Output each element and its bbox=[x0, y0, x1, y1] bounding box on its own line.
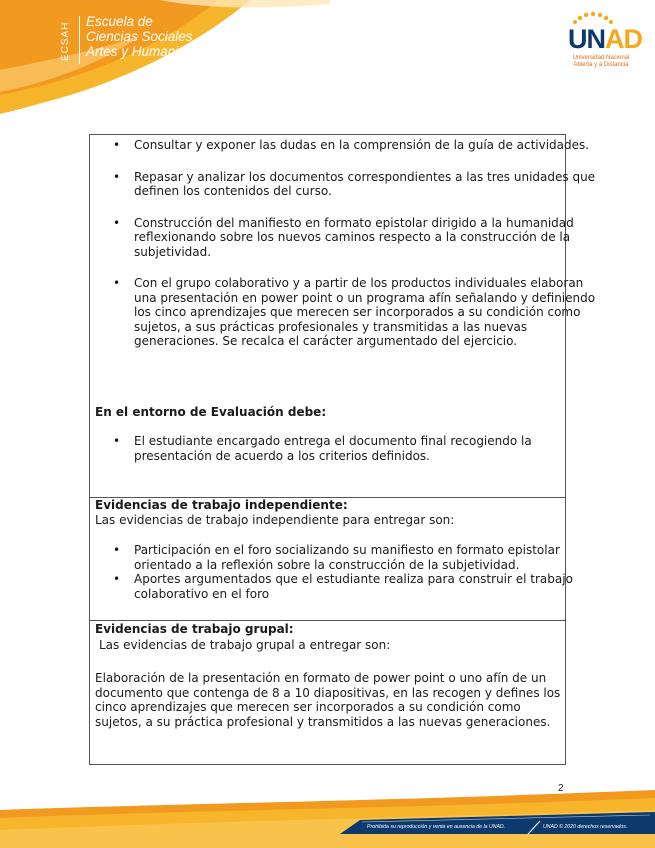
logo-wordmark bbox=[568, 24, 642, 55]
logo-sub-line-1: Universidad Nacional bbox=[572, 55, 630, 61]
list-item: • Construcción del manifiesto en formato epistolar dirigido a la humanidad reflexionando sobre los nuevos caminos respecto a la construcción de la subjetividad. bbox=[134, 216, 604, 260]
school-line-2: Ciencias Sociales bbox=[86, 29, 193, 44]
page-number: 2 bbox=[558, 783, 564, 794]
footer-copyright: UNAD © 2020 derechos reservados. bbox=[543, 824, 628, 830]
header-divider bbox=[79, 16, 80, 64]
list-item: • El estudiante encargado entrega el documento final recogiendo la presentación de acuerdo a los criterios definidos. bbox=[134, 434, 604, 463]
independent-heading: Evidencias de trabajo independiente: bbox=[95, 498, 348, 512]
list-item: • Consultar y exponer las dudas en la comprensión de la guía de actividades. bbox=[134, 138, 604, 153]
independent-list bbox=[90, 543, 604, 601]
list-item: • Repasar y analizar los documentos correspondientes a las tres unidades que definen los contenidos del curso. bbox=[134, 170, 604, 199]
activities-table bbox=[89, 134, 596, 765]
school-name bbox=[86, 14, 215, 59]
section-activities bbox=[90, 135, 596, 498]
independent-intro: Las evidencias de trabajo independiente para entregar son: bbox=[95, 513, 455, 527]
evaluation-list bbox=[90, 434, 604, 463]
evaluation-heading: En el entorno de Evaluación debe: bbox=[95, 405, 327, 419]
list-item: • Aportes argumentados que el estudiante realiza para construir el trabajo colaborativo en el foro bbox=[134, 572, 604, 601]
logo-subtitle bbox=[564, 55, 638, 69]
section-group-evidence bbox=[90, 621, 565, 764]
list-item: • Con el grupo colaborativo y a partir de los productos individuales elaboran una presentación en power point o un programa afín señalando y definiendo los cinco aprendizajes que merecen ser incorporados a su condición como sujetos, a sus prácticas profesionales y transmitidas a las nuevas generaciones. Se recalca el carácter argumentado del ejercicio. bbox=[134, 276, 604, 349]
logo-word-2: AD bbox=[605, 24, 642, 54]
footer-banner bbox=[0, 790, 655, 848]
group-intro: Las evidencias de trabajo grupal a entregar son: bbox=[99, 638, 391, 652]
footer-notice: Prohibida su reproducción y venta en ausencia de la UNAD. bbox=[367, 824, 506, 830]
acronym-label: ECSAH bbox=[60, 21, 71, 61]
school-line-1: Escuela de bbox=[86, 14, 153, 29]
list-item: • Participación en el foro socializando su manifiesto en formato epistolar orientado a la reflexión sobre la construcción de la subjetividad. bbox=[134, 543, 604, 572]
section-independent-evidence bbox=[90, 498, 573, 621]
logo-sub-line-2: Abierta y a Distancia bbox=[573, 62, 629, 68]
activities-list bbox=[90, 138, 604, 349]
school-line-3: Artes y Humanidades bbox=[86, 44, 216, 59]
logo-word-1: UN bbox=[568, 24, 605, 54]
group-heading: Evidencias de trabajo grupal: bbox=[95, 622, 294, 636]
group-paragraph: Elaboración de la presentación en formato de power point o uno afín de un documento que contenga de 8 a 10 diapositivas, en las recogen y defines los cinco aprendizajes que merecen ser incorporados a su condición como sujetos, a su práctica profesional y transmitidos a las nuevas generaciones. bbox=[95, 671, 561, 729]
